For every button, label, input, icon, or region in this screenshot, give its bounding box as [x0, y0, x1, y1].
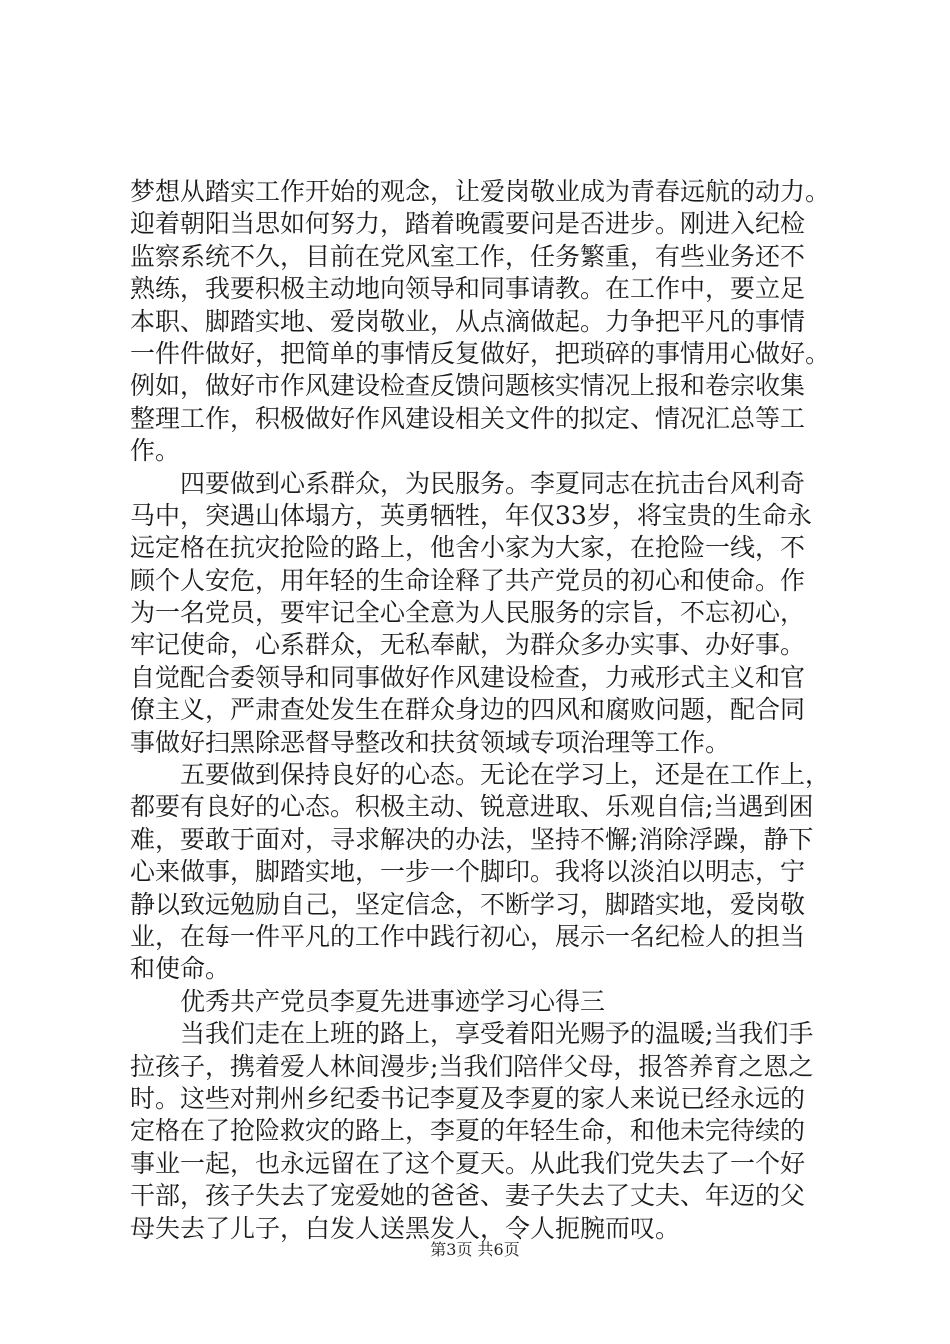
text-line: 拉孩子，携着爱人林间漫步;当我们陪伴父母，报答养育之恩之: [130, 1051, 814, 1081]
text-line: 一件件做好，把简单的事情反复做好，把琐碎的事情用心做好。: [130, 338, 831, 368]
page-footer: 第3页 共6页: [430, 1240, 520, 1259]
text-line: 梦想从踏实工作开始的观念，让爱岗敬业成为青春远航的动力。: [130, 177, 831, 206]
text-line: 为一名党员，要牢记全心全意为人民服务的宗旨，不忘初心，: [130, 598, 806, 628]
text-line: 僚主义，严肃查处发生在群众身边的四风和腐败问题，配合同: [130, 695, 806, 725]
text-line: 事业一起，也永远留在了这个夏天。从此我们党失去了一个好: [130, 1148, 806, 1178]
text-line: 母失去了儿子，白发人送黑发人，令人扼腕而叹。: [130, 1213, 681, 1243]
text-line: 顾个人安危，用年轻的生命诠释了共产党员的初心和使命。作: [130, 565, 806, 595]
text-line: 静以致远勉励自己，坚定信念，不断学习，脚踏实地，爱岗敬: [130, 889, 806, 919]
paragraph-start-line: 四要做到心系群众，为民服务。李夏同志在抗击台风利奇: [180, 468, 806, 498]
text-line: 定格在了抢险救灾的路上，李夏的年轻生命，和他未完待续的: [130, 1116, 806, 1146]
text-line: 熟练，我要积极主动地向领导和同事请教。在工作中，要立足: [130, 274, 806, 304]
text-line: 都要有良好的心态。积极主动、锐意进取、乐观自信;当遇到困: [130, 792, 814, 822]
text-line: 马中，突遇山体塌方，英勇牺牲，年仅33岁，将宝贵的生命永: [130, 500, 812, 530]
section-heading: 优秀共产党员李夏先进事迹学习心得三: [180, 986, 606, 1016]
text-line: 作。: [130, 436, 181, 466]
text-line: 干部，孩子失去了宠爱她的爸爸、妻子失去了丈夫、年迈的父: [130, 1181, 806, 1211]
document-body: [130, 176, 850, 1245]
text-line: 整理工作，积极做好作风建设相关文件的拟定、情况汇总等工: [130, 403, 806, 433]
paragraph-start-line: 五要做到保持良好的心态。无论在学习上，还是在工作上，: [180, 760, 831, 790]
paragraph-start-line: 当我们走在上班的路上，享受着阳光赐予的温暖;当我们手: [180, 1019, 814, 1049]
text-line: 业，在每一件平凡的工作中践行初心，展示一名纪检人的担当: [130, 921, 806, 951]
text-line: 自觉配合委领导和同事做好作风建设检查，力戒形式主义和官: [130, 662, 806, 692]
text-line: 监察系统不久，目前在党风室工作，任务繁重，有些业务还不: [130, 241, 806, 271]
text-line: 事做好扫黑除恶督导整改和扶贫领域专项治理等工作。: [130, 727, 731, 757]
text-line: 心来做事，脚踏实地，一步一个脚印。我将以淡泊以明志，宁: [130, 857, 806, 887]
text-line: 例如，做好市作风建设检查反馈问题核实情况上报和卷宗收集: [130, 371, 806, 401]
text-line: 本职、脚踏实地、爱岗敬业，从点滴做起。力争把平凡的事情: [130, 306, 806, 336]
text-line: 时。这些对荆州乡纪委书记李夏及李夏的家人来说已经永远的: [130, 1083, 806, 1113]
text-line: 和使命。: [130, 954, 231, 984]
text-line: 远定格在抗灾抢险的路上，他舍小家为大家，在抢险一线，不: [130, 533, 806, 563]
text-line: 迎着朝阳当思如何努力，踏着晚霞要问是否进步。刚进入纪检: [130, 209, 806, 239]
text-line: 牢记使命，心系群众，无私奉献，为群众多办实事、办好事。: [130, 630, 806, 660]
text-line: 难，要敢于面对，寻求解决的办法，坚持不懈;消除浮躁，静下: [130, 824, 814, 854]
